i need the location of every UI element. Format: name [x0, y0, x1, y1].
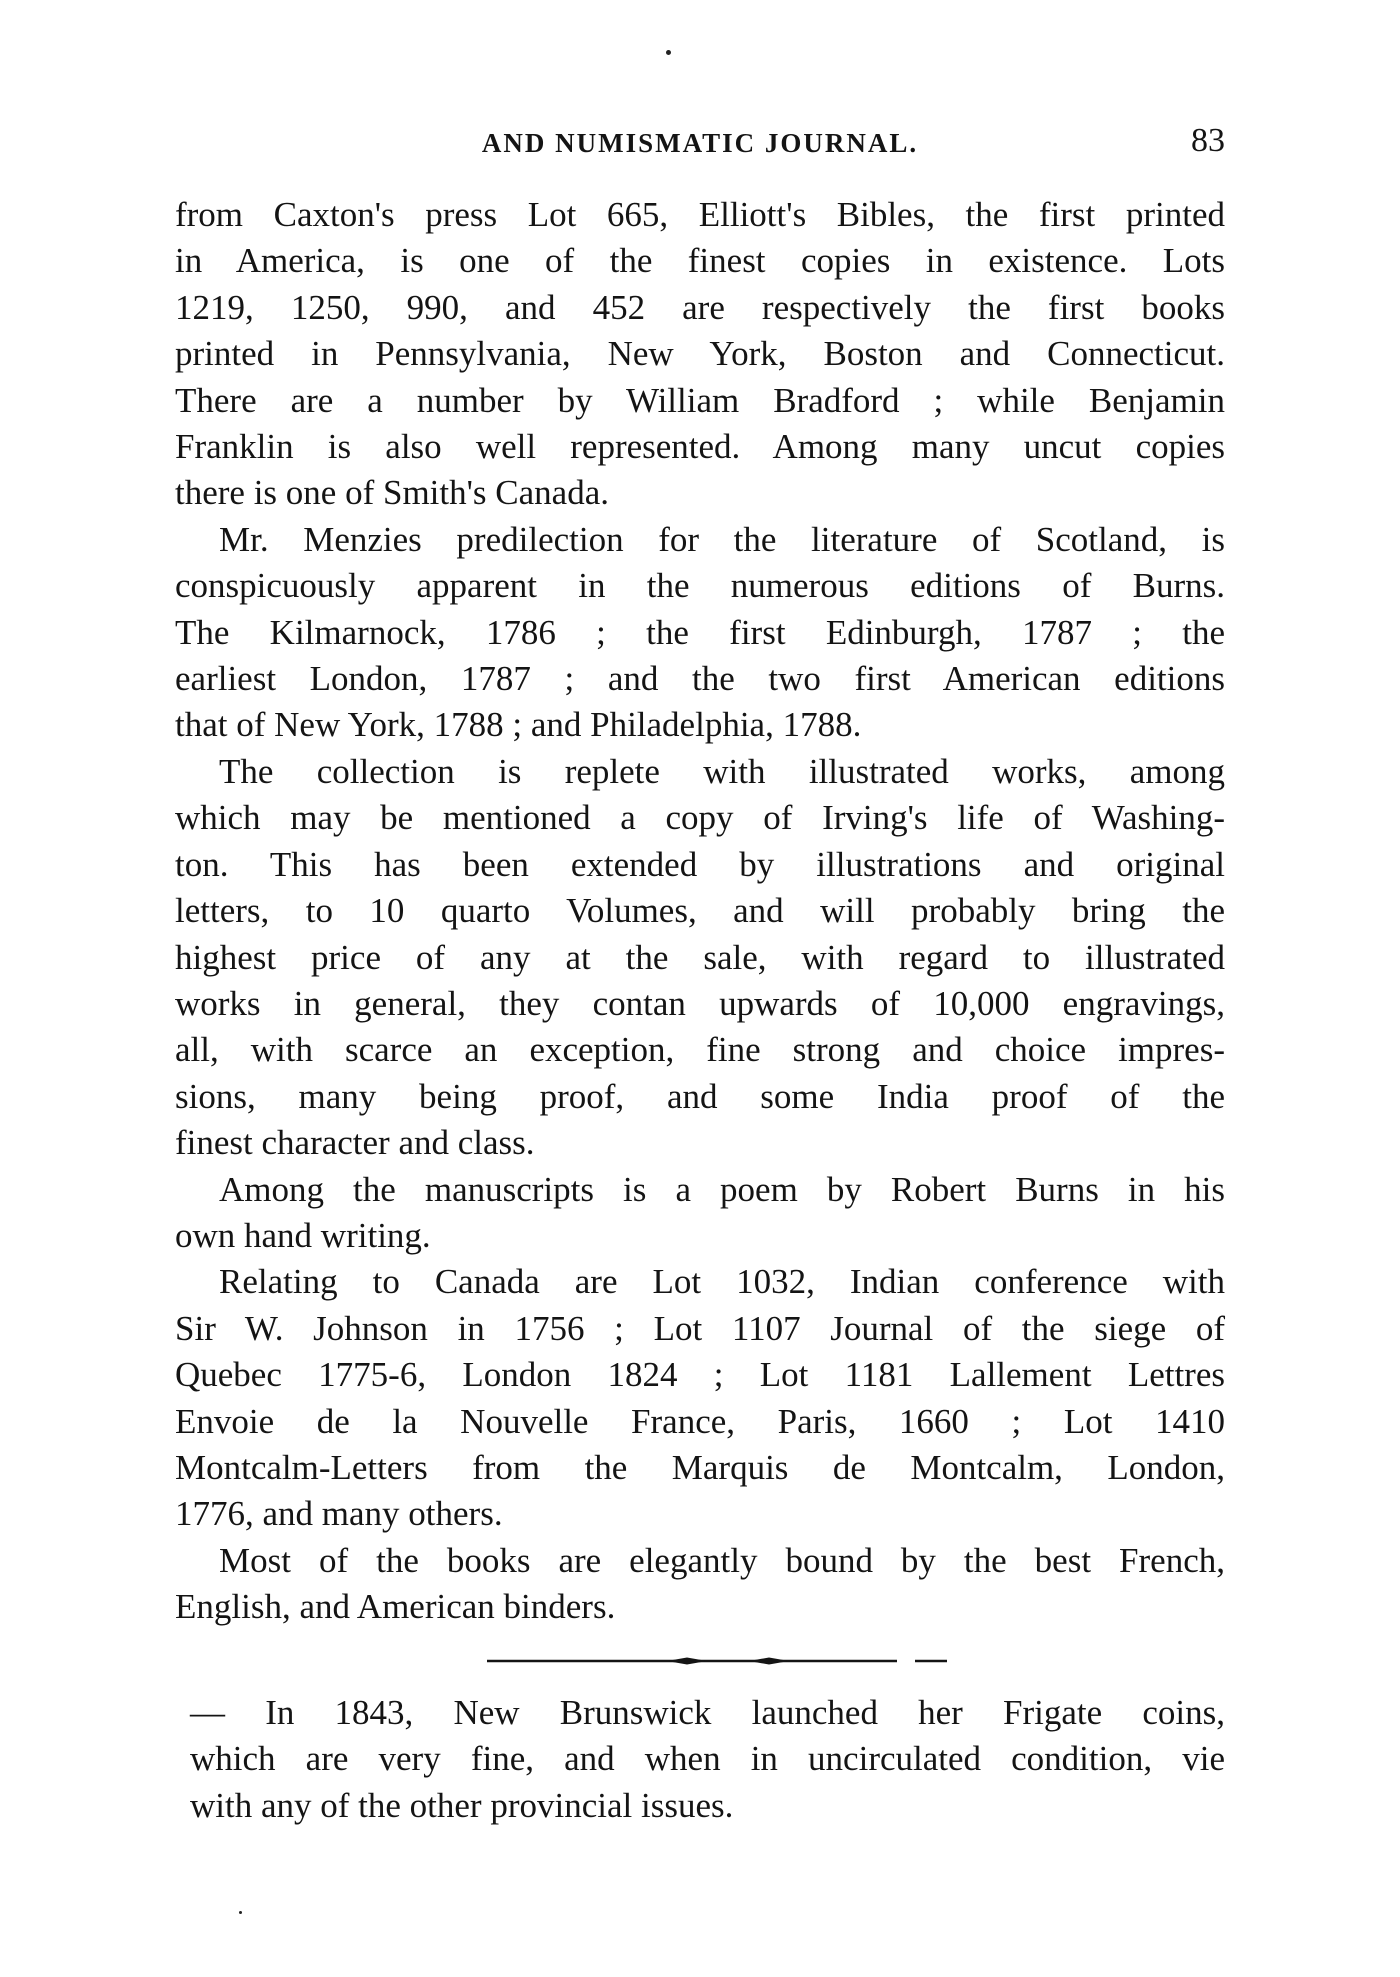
text-line: Relating to Canada are Lot 1032, Indian conference with	[219, 1262, 1225, 1302]
text-line: Most of the books are elegantly bound by the best French,	[219, 1540, 1225, 1580]
text-line: The collection is replete with illustrated works, among	[219, 751, 1225, 791]
text-line: which may be mentioned a copy of Irving's life of Washing-	[175, 798, 1225, 838]
page-header	[175, 122, 1225, 172]
text-line: letters, to 10 quarto Volumes, and will probably bring the	[175, 891, 1225, 931]
page-number: 83	[1191, 122, 1225, 159]
paragraph	[175, 1538, 1225, 1631]
running-title: AND NUMISMATIC JOURNAL.	[481, 128, 919, 158]
text-line: in America, is one of the finest copies in existence. Lots	[175, 241, 1225, 281]
text-line: own hand writing.	[175, 1215, 431, 1255]
text-line: Montcalm-Letters from the Marquis de Montcalm, London,	[175, 1447, 1225, 1487]
text-line: all, with scarce an exception, fine strong and choice impres-	[175, 1030, 1225, 1070]
article-body	[175, 192, 1225, 1631]
text-line: from Caxton's press Lot 665, Elliott's Bibles, the first printed	[175, 195, 1225, 234]
text-line: Quebec 1775-6, London 1824 ; Lot 1181 Lallement Lettres	[175, 1355, 1225, 1395]
text-line: Envoie de la Nouvelle France, Paris, 1660 ; Lot 1410	[175, 1401, 1225, 1441]
text-line: sions, many being proof, and some India proof of the	[175, 1076, 1225, 1116]
text-line: there is one of Smith's Canada.	[175, 473, 609, 513]
text-line: works in general, they contan upwards of 10,000 engravings,	[175, 983, 1225, 1023]
text-line: that of New York, 1788 ; and Philadelphia, 1788.	[175, 705, 862, 745]
paragraph	[175, 517, 1225, 749]
text-line: 1776, and many others.	[175, 1494, 503, 1534]
footnote	[190, 1690, 1225, 1829]
text-line: Sir W. Johnson in 1756 ; Lot 1107 Journal of the siege of	[175, 1308, 1225, 1348]
paragraph	[175, 1167, 1225, 1260]
text-line: ton. This has been extended by illustrations and original	[175, 844, 1225, 884]
text-line: English, and American binders.	[175, 1587, 616, 1627]
text-line: 1219, 1250, 990, and 452 are respectively the first books	[175, 287, 1225, 327]
text-line: conspicuously apparent in the numerous editions of Burns.	[175, 566, 1225, 606]
paragraph	[175, 1259, 1225, 1537]
text-line: Franklin is also well represented. Among many uncut copies	[175, 427, 1225, 467]
text-line: printed in Pennsylvania, New York, Boston and Connecticut.	[175, 334, 1225, 374]
section-divider	[487, 1656, 947, 1666]
text-line: with any of the other provincial issues.	[190, 1785, 734, 1825]
text-line: highest price of any at the sale, with regard to illustrated	[175, 937, 1225, 977]
paragraph	[175, 192, 1225, 517]
text-line: Among the manuscripts is a poem by Robert Burns in his	[219, 1169, 1225, 1209]
print-speck	[666, 50, 671, 55]
text-line: There are a number by William Bradford ; while Benjamin	[175, 380, 1225, 420]
text-line: Mr. Menzies predilection for the literature of Scotland, is	[219, 519, 1225, 559]
text-line: earliest London, 1787 ; and the two first American editions	[175, 659, 1225, 699]
text-line: — In 1843, New Brunswick launched her Frigate coins,	[190, 1693, 1225, 1732]
text-line: The Kilmarnock, 1786 ; the first Edinburgh, 1787 ; the	[175, 612, 1225, 652]
text-line: which are very fine, and when in uncirculated condition, vie	[190, 1739, 1225, 1779]
text-line: finest character and class.	[175, 1123, 535, 1163]
footnote-paragraph	[190, 1690, 1225, 1829]
print-speck	[239, 1911, 242, 1914]
paragraph	[175, 749, 1225, 1167]
